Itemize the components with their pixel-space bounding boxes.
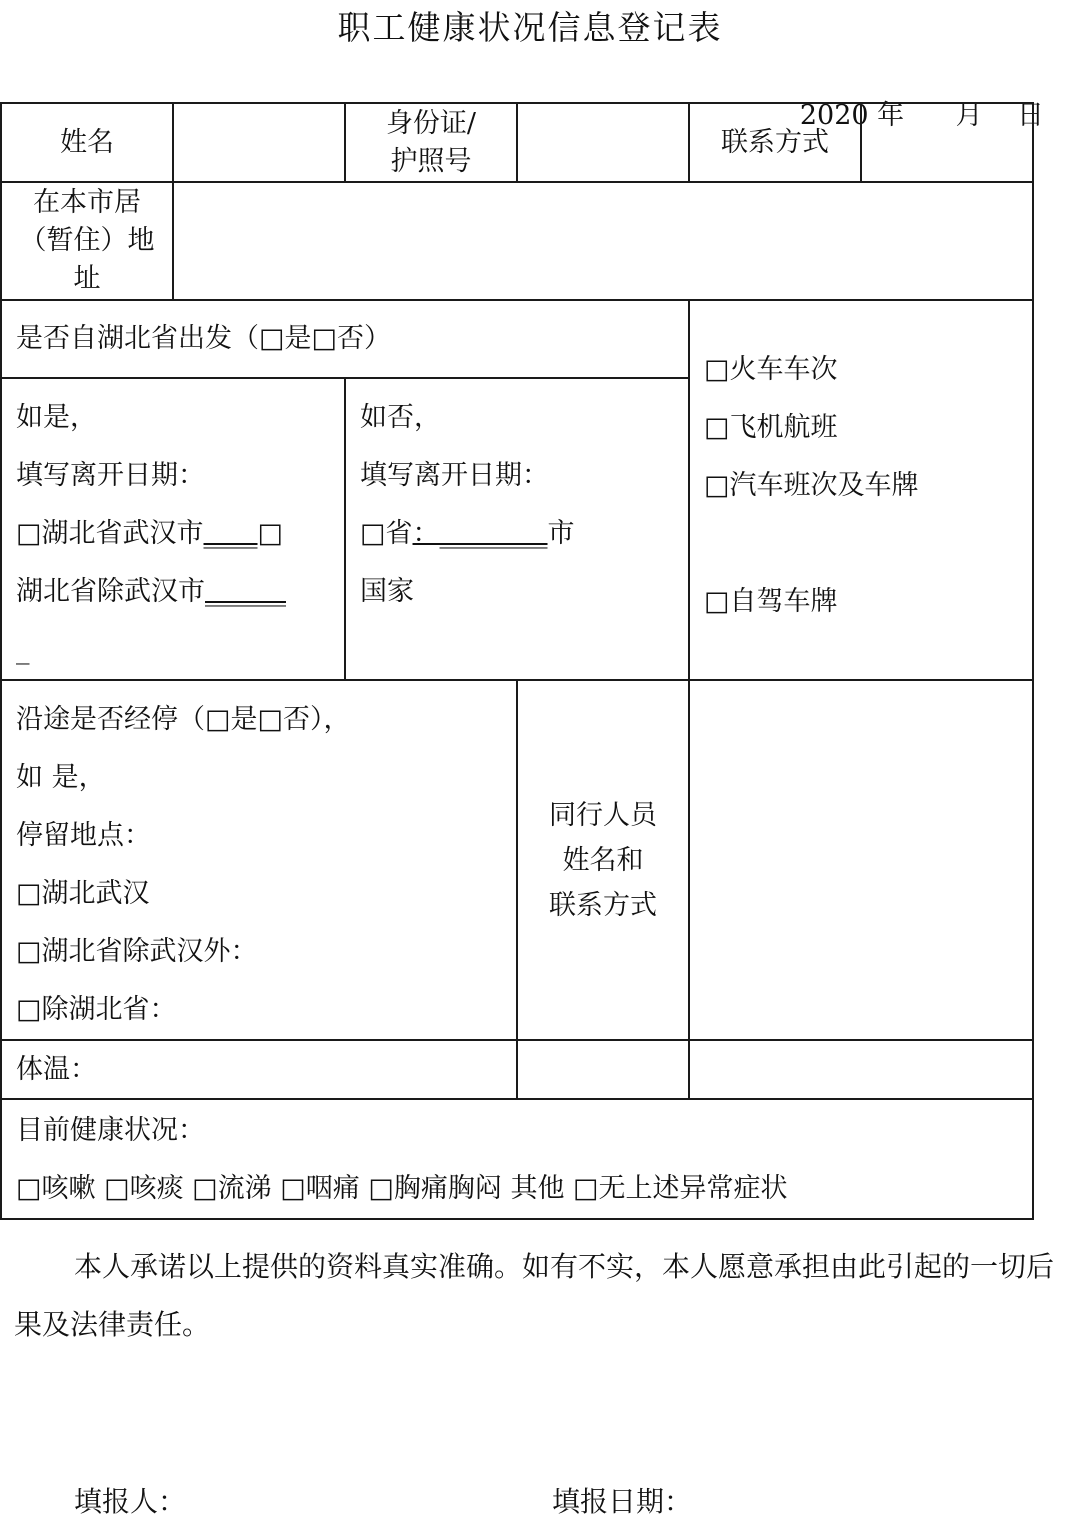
transport-flight[interactable]: □飞机航班 xyxy=(704,412,838,443)
id-label-line2: 护照号 xyxy=(390,145,472,177)
address-label xyxy=(1,182,173,300)
date-month: 月 xyxy=(955,100,983,131)
if-yes-line4[interactable]: 湖北省除武汉市______ xyxy=(16,576,286,607)
address-label-line2: （暂住）地 xyxy=(19,225,155,256)
stopover-line1[interactable]: 沿途是否经停（□是□否）， xyxy=(16,704,351,735)
date-day: 日 xyxy=(1017,100,1044,131)
temperature-label: 体温： xyxy=(1,1040,517,1099)
if-yes-line3[interactable]: □湖北省武汉市____□ xyxy=(16,518,284,549)
if-no-line2: 填写离开日期： xyxy=(360,460,549,491)
temperature-extra[interactable] xyxy=(689,1040,1033,1099)
if-yes-line2: 填写离开日期： xyxy=(16,460,205,491)
id-label-line1: 身份证/ xyxy=(385,107,477,139)
transport-train[interactable]: □火车车次 xyxy=(704,354,838,385)
if-yes-line1: 如是， xyxy=(16,402,97,433)
temperature-field[interactable] xyxy=(517,1040,689,1099)
filler-label: 填报人： xyxy=(74,1485,187,1518)
if-yes-line5: _ xyxy=(16,634,30,665)
form-title: 职工健康状况信息登记表 xyxy=(337,8,723,47)
transport-car[interactable]: □自驾车牌 xyxy=(704,586,838,617)
stopover-line4[interactable]: □湖北武汉 xyxy=(16,878,150,909)
companions-line3: 联系方式 xyxy=(549,889,657,921)
fill-date-label: 填报日期： xyxy=(552,1485,693,1518)
contact-label: 联系方式 xyxy=(689,103,861,182)
health-cell xyxy=(1,1099,1033,1219)
companions-field[interactable] xyxy=(689,680,1033,1040)
id-label xyxy=(345,103,517,182)
promise-statement: 本人承诺以上提供的资料真实准确。如有不实，本人愿意承担由此引起的一切后果及法律责任。 xyxy=(14,1250,1055,1341)
if-no-cell xyxy=(345,378,689,680)
stopover-cell xyxy=(1,680,517,1040)
address-field[interactable] xyxy=(173,182,1033,300)
name-field[interactable] xyxy=(173,103,345,182)
companions-line2: 姓名和 xyxy=(562,844,644,876)
stopover-line3: 停留地点： xyxy=(16,820,151,851)
health-options[interactable]: □咳嗽 □咳痰 □流涕 □咽痛 □胸痛胸闷 其他 □无上述异常症状 xyxy=(16,1173,788,1204)
health-label: 目前健康状况： xyxy=(16,1115,205,1146)
contact-field[interactable] xyxy=(861,103,1033,182)
if-no-line3[interactable]: □省：________市 xyxy=(360,518,575,549)
companions-line1: 同行人员 xyxy=(549,799,657,831)
transport-bus[interactable]: □汽车班次及车牌 xyxy=(704,470,919,501)
address-label-line3: 址 xyxy=(73,263,101,294)
stopover-line5[interactable]: □湖北省除武汉外： xyxy=(16,936,258,967)
origin-question[interactable]: 是否自湖北省出发（□是□否） xyxy=(1,300,689,378)
id-field[interactable] xyxy=(517,103,689,182)
name-label: 姓名 xyxy=(1,103,173,182)
address-label-line1: 在本市居 xyxy=(33,187,141,218)
registration-table xyxy=(0,102,1034,1220)
transport-cell xyxy=(689,300,1033,680)
if-yes-cell xyxy=(1,378,345,680)
stopover-line6[interactable]: □除湖北省： xyxy=(16,994,177,1025)
companions-label xyxy=(517,680,689,1040)
stopover-line2: 如 是， xyxy=(16,762,106,793)
if-no-line4[interactable]: 国家 xyxy=(360,576,414,607)
date-year: 2020 年 xyxy=(799,100,905,131)
if-no-line1: 如否， xyxy=(360,402,441,433)
